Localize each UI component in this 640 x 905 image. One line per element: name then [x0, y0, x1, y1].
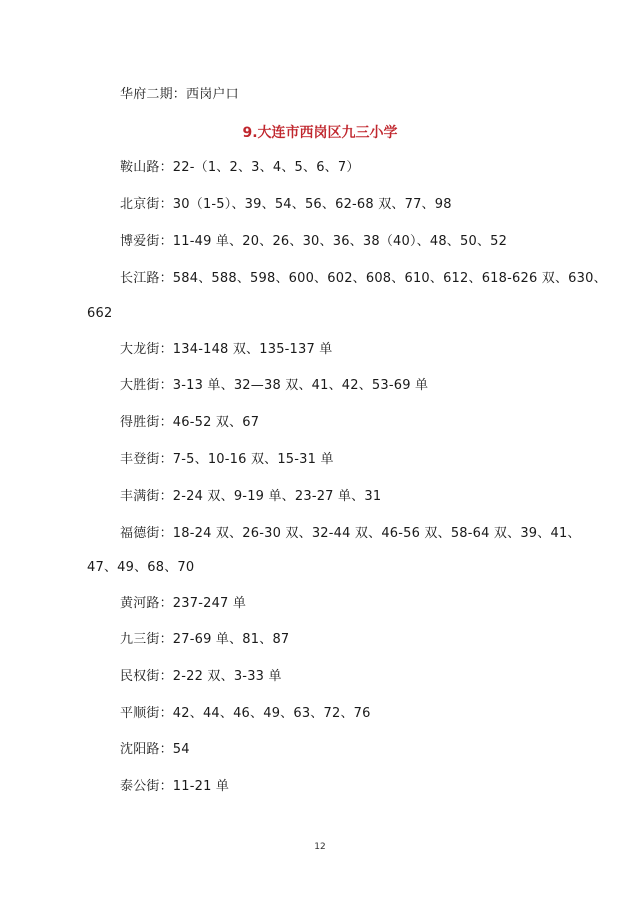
section-heading: 9.大连市西岗区九三小学 [242, 125, 398, 141]
text-line-minquan: 民权街：2-22 双、3-33 单 [120, 669, 282, 684]
text-line-fude: 福德街：18-24 双、26-30 双、32-44 双、46-56 双、58-64 双、39、41、 [120, 526, 581, 541]
text-line-taigong: 泰公街：11-21 单 [120, 779, 230, 794]
text-line-dalong: 大龙街：134-148 双、135-137 单 [120, 342, 333, 357]
text-line-jiusan: 九三街：27-69 单、81、87 [120, 632, 290, 647]
text-line-anshan: 鞍山路：22-（1、2、3、4、5、6、7） [120, 160, 360, 175]
text-line-desheng: 得胜街：46-52 双、67 [120, 415, 260, 430]
text-line-boai: 博爱街：11-49 单、20、26、30、36、38（40）、48、50、52 [120, 234, 508, 249]
text-line-shenyang: 沈阳路：54 [120, 742, 190, 757]
text-line-huafu: 华府二期：西岗户口 [120, 87, 239, 102]
page-number: 12 [314, 842, 326, 852]
text-line-changjiang: 长江路：584、588、598、600、602、608、610、612、618-626 双、630、 [120, 271, 607, 286]
text-line-pingshun: 平顺街：42、44、46、49、63、72、76 [120, 706, 371, 721]
text-line-huanghe: 黄河路：237-247 单 [120, 596, 247, 611]
text-line-fude-cont: 47、49、68、70 [87, 560, 195, 575]
text-line-dasheng: 大胜街：3-13 单、32—38 双、41、42、53-69 单 [120, 378, 429, 393]
text-line-changjiang-cont: 662 [87, 306, 113, 321]
text-line-fengman: 丰满街：2-24 双、9-19 单、23-27 单、31 [120, 489, 382, 504]
text-line-fengdeng: 丰登街：7-5、10-16 双、15-31 单 [120, 452, 334, 467]
text-line-beijing: 北京街：30（1-5）、39、54、56、62-68 双、77、98 [120, 197, 452, 212]
